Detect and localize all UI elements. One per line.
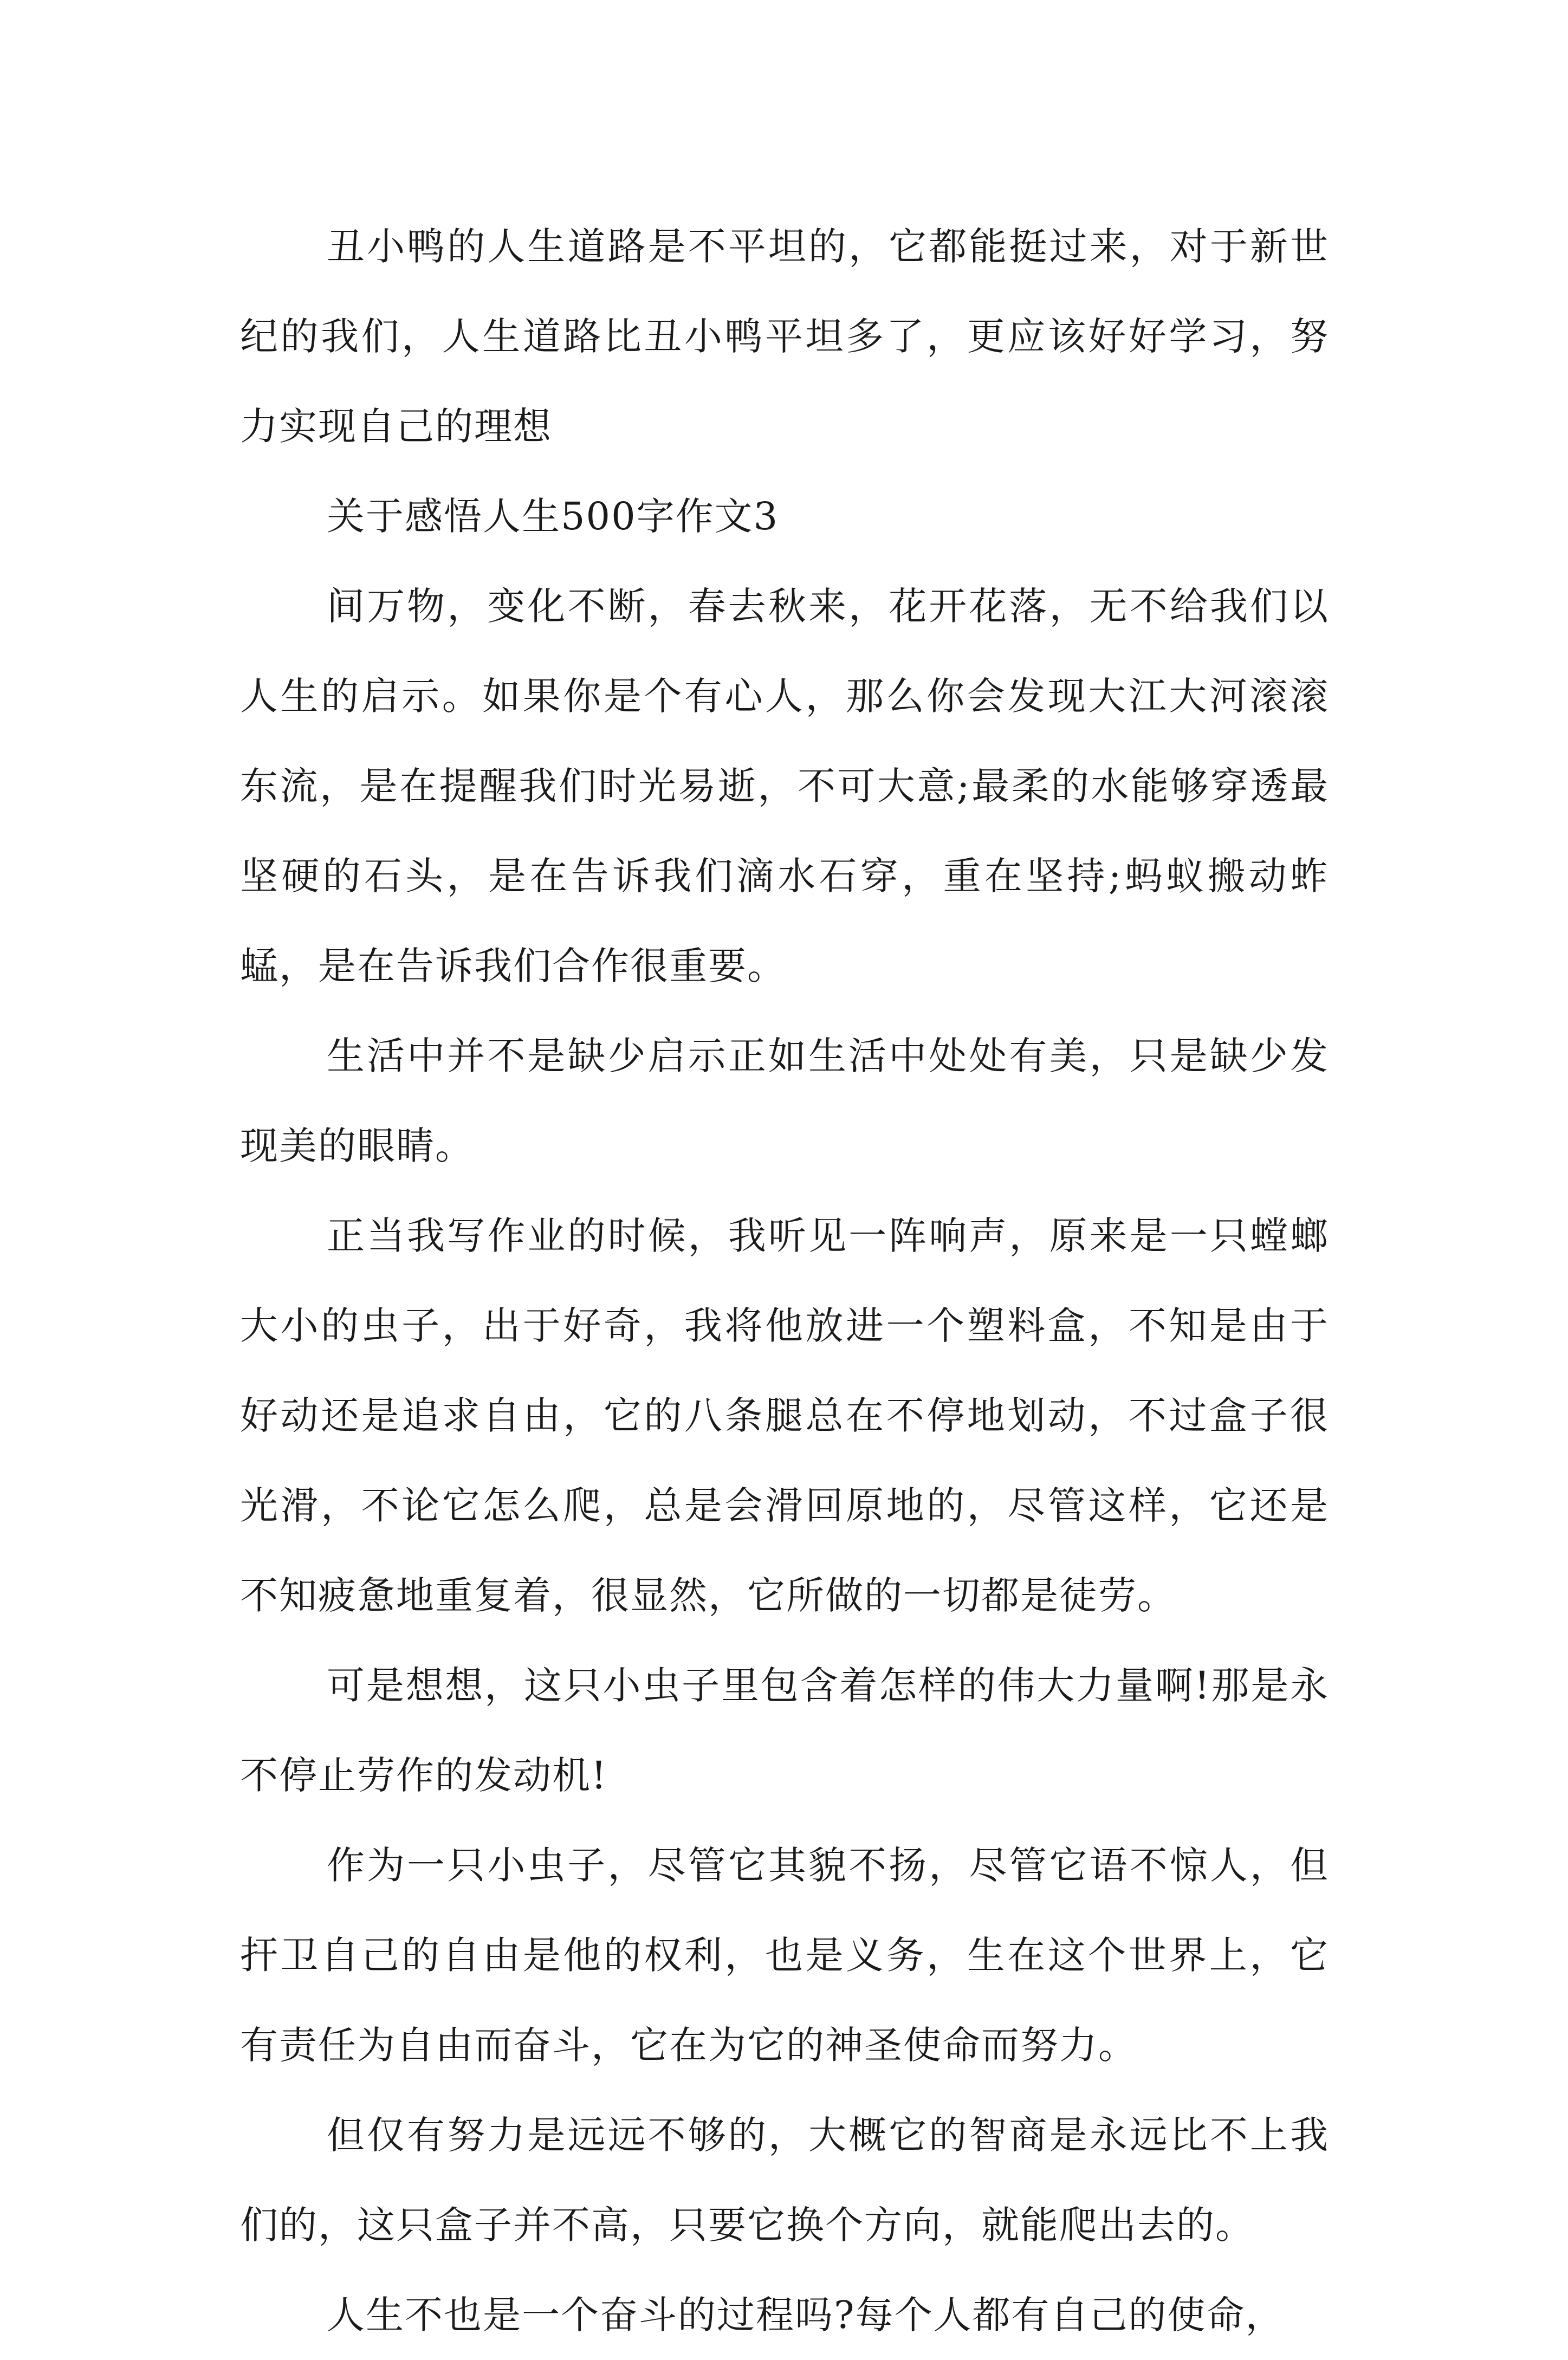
paragraph-nature-lessons: 间万物，变化不断，春去秋来，花开花落，无不给我们以人生的启示。如果你是个有心人，那么你会发现大江大河滚滚东流，是在提醒我们时光易逝，不可大意;最柔的水能够穿透最坚硬的石头，是在告诉我们滴水石穿，重在坚持;蚂蚁搬动蚱蜢，是在告诉我们合作很重要。 <box>240 584 1329 988</box>
paragraph-ugly-duckling: 丑小鸭的人生道路是不平坦的，它都能挺过来，对于新世纪的我们，人生道路比丑小鸭平坦多了，更应该好好学习，努力实现自己的理想 <box>240 224 1329 449</box>
paragraph-life-struggle: 人生不也是一个奋斗的过程吗?每个人都有自己的使命， <box>327 2293 1285 2337</box>
essay-heading: 关于感悟人生500字作文3 <box>327 494 779 539</box>
paragraph-bug-mission: 作为一只小虫子，尽管它其貌不扬，尽管它语不惊人，但扞卫自己的自由是他的权利，也是义务，生在这个世界上，它有责任为自由而奋斗，它在为它的神圣使命而努力。 <box>240 1843 1329 2067</box>
paragraph-effort-not-enough: 但仅有努力是远远不够的，大概它的智商是永远比不上我们的，这只盒子并不高，只要它换个方向，就能爬出去的。 <box>240 2113 1329 2247</box>
paragraph-bug-story: 正当我写作业的时候，我听见一阵响声，原来是一只螳螂大小的虫子，出于好奇，我将他放进一个塑料盒，不知是由于好动还是追求自由，它的八条腿总在不停地划动，不过盒子很光滑，不论它怎么爬，总是会滑回原地的，尽管这样，它还是不知疲惫地重复着，很显然，它所做的一切都是徒劳。 <box>240 1214 1329 1618</box>
paragraph-life-beauty: 生活中并不是缺少启示正如生活中处处有美，只是缺少发现美的眼睛。 <box>240 1034 1329 1168</box>
document-body <box>240 202 1329 2360</box>
paragraph-bug-power: 可是想想，这只小虫子里包含着怎样的伟大力量啊!那是永不停止劳作的发动机! <box>240 1663 1329 1798</box>
